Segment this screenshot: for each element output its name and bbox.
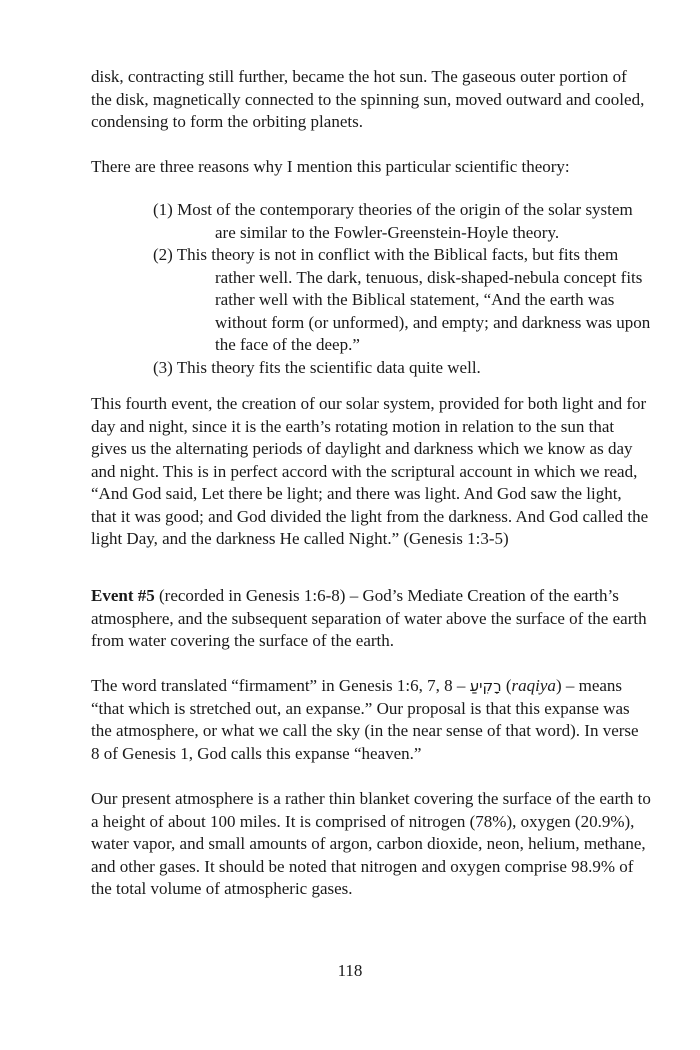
firmament-text-3: ) – means “that which is stretched out, an expanse.” Our proposal is that this expanse was the atmosphere, or what we call the sky (in the near sense of that word). In verse 8 of Genesis 1, God calls this expanse “heaven.”: [91, 676, 639, 763]
hebrew-word: רָקִיעַ: [469, 677, 502, 695]
event-5-description: (recorded in Genesis 1:6-8) – God’s Mediate Creation of the earth’s atmosphere, and the subsequent separation of water above the surface of the earth from water covering the surface of the earth.: [91, 586, 647, 650]
firmament-text-1: The word translated “firmament” in Genesis 1:6, 7, 8 –: [91, 676, 470, 695]
paragraph-three-reasons-intro: There are three reasons why I mention this particular scientific theory:: [91, 157, 570, 176]
event-5-label: Event #5: [91, 586, 155, 605]
paragraph-fourth-event: This fourth event, the creation of our solar system, provided for both light and for day and night, since it is the earth’s rotating motion in relation to the sun that gives us the alternating periods of daylight and darkness which we know as day and night. This is in perfect accord with the scriptural account in which we read, “And God said, Let there be light; and there was light. And God saw the light, that it was good; and God divided the light from the darkness. And God called the light Day, and the darkness He called Night.” (Genesis 1:3-5): [91, 394, 649, 548]
paragraph-solar-disk: disk, contracting still further, became the hot sun. The gaseous outer portion of the disk, magnetically connected to the spinning sun, moved outward and cooled, condensing to form the orbiting planets.: [91, 67, 645, 131]
reason-item-2: (2) This theory is not in conflict with the Biblical facts, but fits them rather well. The dark, tenuous, disk-shaped-nebula concept fits rather well with the Biblical statement, “And the earth was without form (or unformed), and empty; and darkness was upon the face of the deep.”: [153, 245, 651, 354]
paragraph-firmament: [91, 675, 651, 765]
paragraph-event-5: [91, 585, 651, 653]
paragraph-atmosphere: Our present atmosphere is a rather thin blanket covering the surface of the earth to a height of about 100 miles. It is comprised of nitrogen (78%), oxygen (20.9%), water vapor, and small amounts of argon, carbon dioxide, neon, helium, methane, and other gases. It should be noted that nitrogen and oxygen comprise 98.9% of the total volume of atmospheric gases.: [91, 789, 651, 898]
page-number: 118: [337, 961, 363, 980]
transliteration: raqiya: [511, 676, 556, 695]
reasons-list: [153, 199, 653, 379]
reason-item-1: (1) Most of the contemporary theories of the origin of the solar system are similar to the Fowler-Greenstein-Hoyle theory.: [153, 200, 633, 242]
reason-item-3: (3) This theory fits the scientific data quite well.: [153, 357, 481, 377]
firmament-text-2: (: [501, 676, 512, 695]
